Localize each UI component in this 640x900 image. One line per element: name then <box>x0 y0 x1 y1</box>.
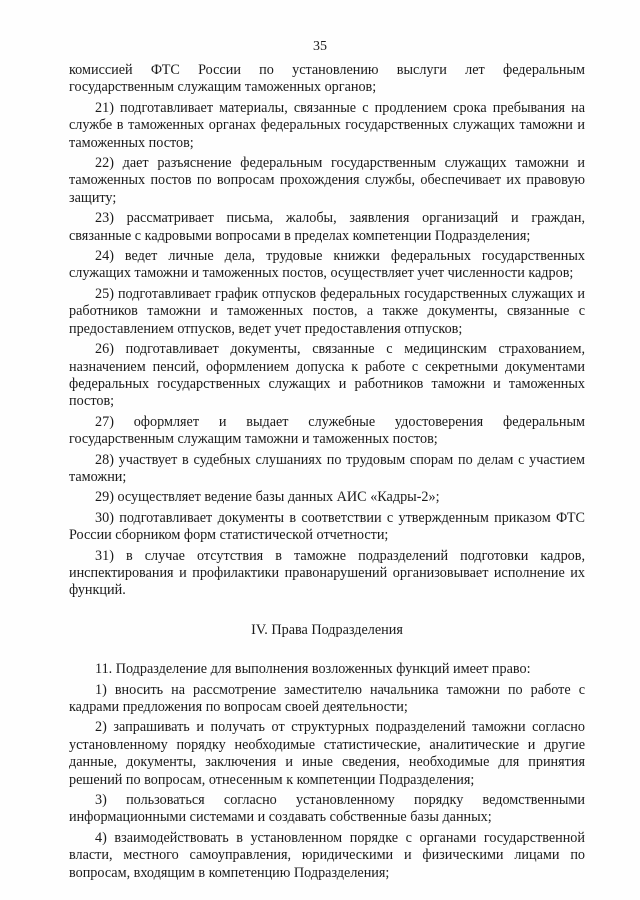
list-item-24: 24) ведет личные дела, трудовые книжки федеральных государственных служащих таможни и таможенных постов, осуществляет учет численности кадров; <box>69 248 585 282</box>
list-item-29: 29) осуществляет ведение базы данных АИС «Кадры-2»; <box>95 489 440 506</box>
document-body <box>69 62 585 885</box>
list-item-27: 27) оформляет и выдает служебные удостоверения федеральным государственным служащим таможни и таможенных постов; <box>69 413 585 448</box>
list-item-23: 23) рассматривает письма, жалобы, заявления организаций и граждан, связанные с кадровыми вопросами в пределах компетенции Подразделения; <box>69 210 585 244</box>
list-item-31: 31) в случае отсутствия в таможне подразделений подготовки кадров, инспектирования и профилактики правонарушений организовывает исполнение их функций. <box>69 547 585 599</box>
right-item-2: 2) запрашивать и получать от структурных подразделений таможни согласно установленному порядку необходимые статистические, аналитические и другие данные, документы, заключения и иные сведения, необходимые для принятия решений по вопросам, отнесенным к компетенции Подразделения; <box>69 719 585 788</box>
list-item-26: 26) подготавливает документы, связанные с медицинским страхованием, назначением пенсий, оформлением допуска к работе с секретными документами федеральных государственных служащих и работников таможни и таможенных постов; <box>69 341 585 410</box>
section-heading: IV. Права Подразделения <box>251 621 403 638</box>
clause-11: 11. Подразделение для выполнения возложенных функций имеет право: <box>95 661 531 678</box>
right-item-4: 4) взаимодействовать в установленном порядке с органами государственной власти, местного самоуправления, юридическими и физическими лицами по вопросам, входящим в компетенцию Подразделения; <box>69 829 585 881</box>
list-item-30: 30) подготавливает документы в соответствии с утвержденным приказом ФТС России сборником форм статистической отчетности; <box>69 509 585 544</box>
list-item-28: 28) участвует в судебных слушаниях по трудовым спорам по делам с участием таможни; <box>69 451 585 485</box>
right-item-3: 3) пользоваться согласно установленному порядку ведомственными информационными системами и создавать собственные базы данных; <box>69 792 585 826</box>
right-item-1: 1) вносить на рассмотрение заместителю начальника таможни по работе с кадрами предложения по вопросам своей деятельности; <box>69 681 585 715</box>
list-item-25: 25) подготавливает график отпусков федеральных государственных служащих и работников таможни и таможенных постов, а также документы, связанные с предоставлением отпусков, ведет учет предоставления отпусков; <box>69 285 585 337</box>
list-item-21: 21) подготавливает материалы, связанные с продлением срока пребывания на службе в таможенных органах федеральных государственных служащих таможни и таможенных постов; <box>69 99 585 151</box>
page-number: 35 <box>313 39 327 54</box>
paragraph-continuation: комиссией ФТС России по установлению выслуги лет федеральным государственным служащим таможенных органов; <box>69 62 585 96</box>
list-item-22: 22) дает разъяснение федеральным государственным служащих таможни и таможенных постов по вопросам прохождения службы, обеспечивает их правовую защиту; <box>69 155 585 206</box>
